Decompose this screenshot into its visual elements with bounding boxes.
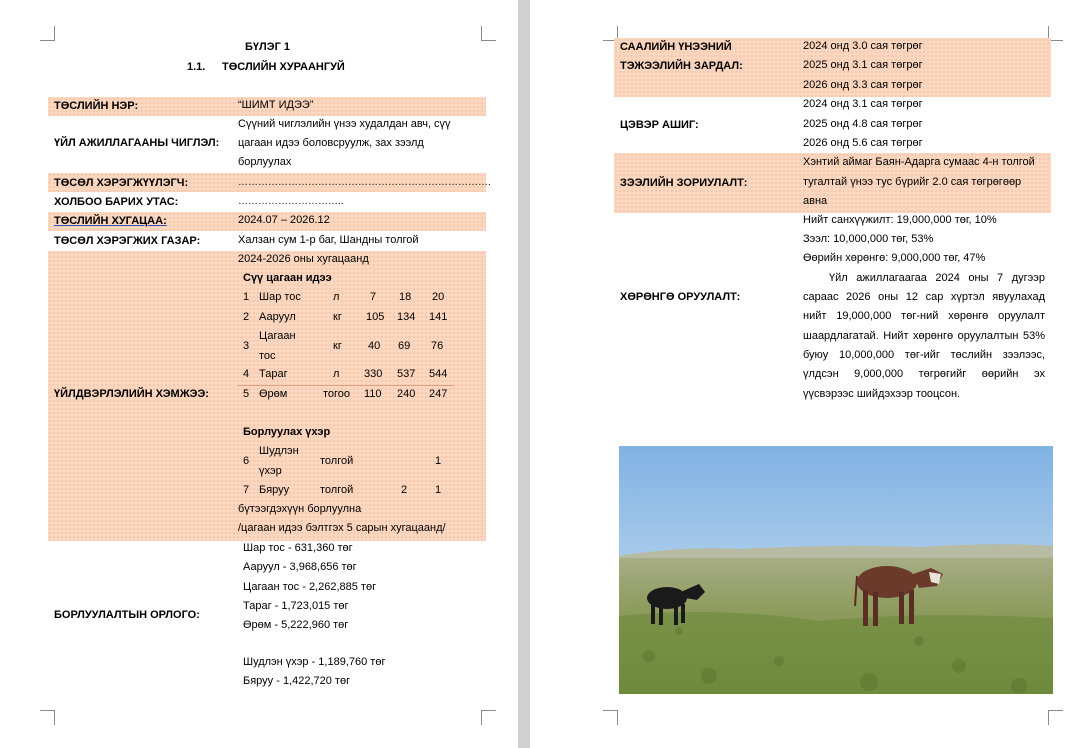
place-value: Халзан сум 1-р баг, Шандны толгой xyxy=(238,234,419,246)
item-unit: толгой xyxy=(320,484,354,496)
dairy-title: Сүү цагаан идээ xyxy=(243,272,332,284)
profit-line: 2026 онд 5.6 сая төгрөг xyxy=(803,137,923,149)
page-gutter xyxy=(518,0,530,748)
crop-mark xyxy=(481,26,496,41)
item-no: 5 xyxy=(243,388,250,400)
item-2026: 20 xyxy=(432,291,445,303)
loan-line: тугалтай үнээ тус бүрийг 2.0 сая төгрөгөөр xyxy=(803,176,1022,188)
item-2025: 134 xyxy=(397,311,416,323)
crop-mark xyxy=(40,710,55,725)
revenue-line: Цагаан тос - 2,262,885 төг xyxy=(243,581,377,593)
investment-paragraph-line: нийт 19,000,000 төг-ний хөрөнгө оруулалт xyxy=(803,310,1045,322)
document-page-left xyxy=(0,0,518,748)
investment-top-line: Өөрийн хөрөнгө: 9,000,000 төг, 47% xyxy=(803,252,986,264)
investment-paragraph-line: үлдсэн 9,000,000 төгрөгийг өөрийн эх xyxy=(803,368,1045,380)
milk-cow-line: 2025 онд 3.1 сая төгрөг xyxy=(803,59,923,71)
production-note: /цагаан идээ бэлтгэх 5 сарын хугацаанд/ xyxy=(238,522,446,534)
duration-value: 2024.07 – 2026.12 xyxy=(238,214,330,226)
investment-paragraph-line: буюу 10,000,000 төг-ийг төслийн зээлээс, xyxy=(803,349,1045,361)
investment-paragraph-line: Үйл ажиллагаагаа 2024 оны 7 дугээр xyxy=(829,272,1045,284)
place-label: ТӨСӨЛ ХЭРЭГЖИХ ГАЗАР: xyxy=(54,235,201,247)
item-2024: 40 xyxy=(368,340,381,352)
crop-mark xyxy=(1048,710,1063,725)
item-2024: 330 xyxy=(364,368,383,380)
item-2026: 1 xyxy=(435,484,442,496)
production-note: бүтээгдэхүүн борлуулна xyxy=(238,503,362,515)
activity-line: борлуулах xyxy=(238,156,292,168)
phone-label: ХОЛБОО БАРИХ УТАС: xyxy=(54,196,179,208)
item-2024: 105 xyxy=(366,311,385,323)
duration-label: ТӨСЛИЙН ХУГАЦАА: xyxy=(54,215,167,227)
livestock-title: Борлуулах үхэр xyxy=(243,426,331,438)
project-name-label: ТӨСЛИЙН НЭР: xyxy=(54,100,139,112)
revenue-line: Өрөм - 5,222,960 төг xyxy=(243,619,349,631)
investment-paragraph-line: шаардлагатай. Нийт хөрөнгө оруулалтын 53% xyxy=(803,330,1045,342)
cows-photo xyxy=(619,446,1053,694)
item-no: 4 xyxy=(243,368,250,380)
section-number: 1.1. xyxy=(187,61,206,73)
item-name: Тараг xyxy=(259,368,288,380)
loan-line: авна xyxy=(803,195,828,207)
item-2024: 110 xyxy=(364,388,382,400)
item-2026: 141 xyxy=(429,311,448,323)
item-no: 3 xyxy=(243,340,250,352)
crop-mark xyxy=(481,710,496,725)
item-2026: 1 xyxy=(435,455,442,467)
revenue-line: Шудлэн үхэр - 1,189,760 төг xyxy=(243,656,386,668)
investment-top-line: Зээл: 10,000,000 төг, 53% xyxy=(803,233,934,245)
item-2025: 2 xyxy=(401,484,408,496)
profit-line: 2025 онд 4.8 сая төгрөг xyxy=(803,118,923,130)
item-2026: 247 xyxy=(429,388,448,400)
revenue-line: Шар тос - 631,360 төг xyxy=(243,542,353,554)
investment-top-line: Нийт санхүүжилт: 19,000,000 төг, 10% xyxy=(803,214,997,226)
item-no: 6 xyxy=(243,455,250,467)
item-name: Бяруу xyxy=(259,484,290,496)
activity-line: цагаан идээ боловсруулж, зах зээлд xyxy=(238,137,424,149)
revenue-line: Бяруу - 1,422,720 төг xyxy=(243,675,351,687)
item-unit: л xyxy=(333,368,340,380)
item-unit: толгой xyxy=(320,455,354,467)
implementer-value: …………………………………………………………………. xyxy=(238,177,491,188)
profit-line: 2024 онд 3.1 сая төгрөг xyxy=(803,98,923,110)
revenue-label: БОРЛУУЛАЛТЫН ОРЛОГО: xyxy=(54,609,200,621)
milk-cow-line: 2024 онд 3.0 сая төгрөг xyxy=(803,40,923,52)
crop-mark xyxy=(603,710,618,725)
item-2025: 537 xyxy=(397,368,416,380)
revenue-line: Ааруул - 3,968,656 төг xyxy=(243,561,357,573)
milk-cow-label-2: ТЭЖЭЭЛИЙН ЗАРДАЛ: xyxy=(620,60,743,72)
loan-label: ЗЭЭЛИЙН ЗОРИУЛАЛТ: xyxy=(620,177,748,189)
item-2025: 240 xyxy=(397,388,416,400)
item-unit: тогоо xyxy=(323,388,351,400)
implementer-label: ТӨСӨЛ ХЭРЭГЖҮҮЛЭГЧ: xyxy=(54,177,189,189)
item-name: Цагаан тос xyxy=(259,330,296,362)
investment-label: ХӨРӨНГӨ ОРУУЛАЛТ: xyxy=(620,291,741,303)
chapter-heading: БҮЛЭГ 1 xyxy=(245,41,290,53)
milk-cow-line: 2026 онд 3.3 сая төгрөг xyxy=(803,79,923,91)
item-name: Шудлэн үхэр xyxy=(259,445,299,477)
activity-line: Сүүний чиглэлийн үнээ худалдан авч, сүү xyxy=(238,118,451,130)
profit-label: ЦЭВЭР АШИГ: xyxy=(620,119,699,131)
item-name: Өрөм xyxy=(259,388,288,400)
item-name: Ааруул xyxy=(259,311,296,323)
production-period: 2024-2026 оны хугацаанд xyxy=(238,253,369,265)
item-2025: 18 xyxy=(399,291,412,303)
phone-value: ………………………….. xyxy=(238,196,344,207)
activity-label: ҮЙЛ АЖИЛЛАГААНЫ ЧИГЛЭЛ: xyxy=(54,137,220,149)
item-no: 7 xyxy=(243,484,250,496)
investment-paragraph-last: үүсвэрээс шийдэхээр тооцсон. xyxy=(803,388,961,400)
section-title: ТӨСЛИЙН ХУРААНГУЙ xyxy=(222,61,345,73)
item-2025: 69 xyxy=(398,340,411,352)
item-unit: кг xyxy=(333,340,342,352)
item-no: 1 xyxy=(243,291,250,303)
production-label: ҮЙЛДВЭРЛЭЛИЙН ХЭМЖЭЭ: xyxy=(54,388,209,400)
milk-cow-label: СААЛИЙН ҮНЭЭНИЙ xyxy=(620,41,732,53)
item-2024: 7 xyxy=(370,291,377,303)
item-2026: 76 xyxy=(431,340,444,352)
item-name: Шар тос xyxy=(259,291,301,303)
project-name-value: “ШИМТ ИДЭЭ” xyxy=(238,99,314,111)
item-no: 2 xyxy=(243,311,250,323)
investment-paragraph-line: сараас 2026 оны 12 сар хүртэл явуулахад xyxy=(803,291,1045,303)
document-page-right xyxy=(530,0,1065,748)
item-unit: кг xyxy=(333,311,342,323)
loan-line: Хэнтий аймаг Баян-Адарга сумаас 4-н толгой xyxy=(803,156,1035,168)
item-2026: 544 xyxy=(429,368,448,380)
item-unit: л xyxy=(333,291,340,303)
revenue-line: Тараг - 1,723,015 төг xyxy=(243,600,349,612)
crop-mark xyxy=(40,26,55,41)
